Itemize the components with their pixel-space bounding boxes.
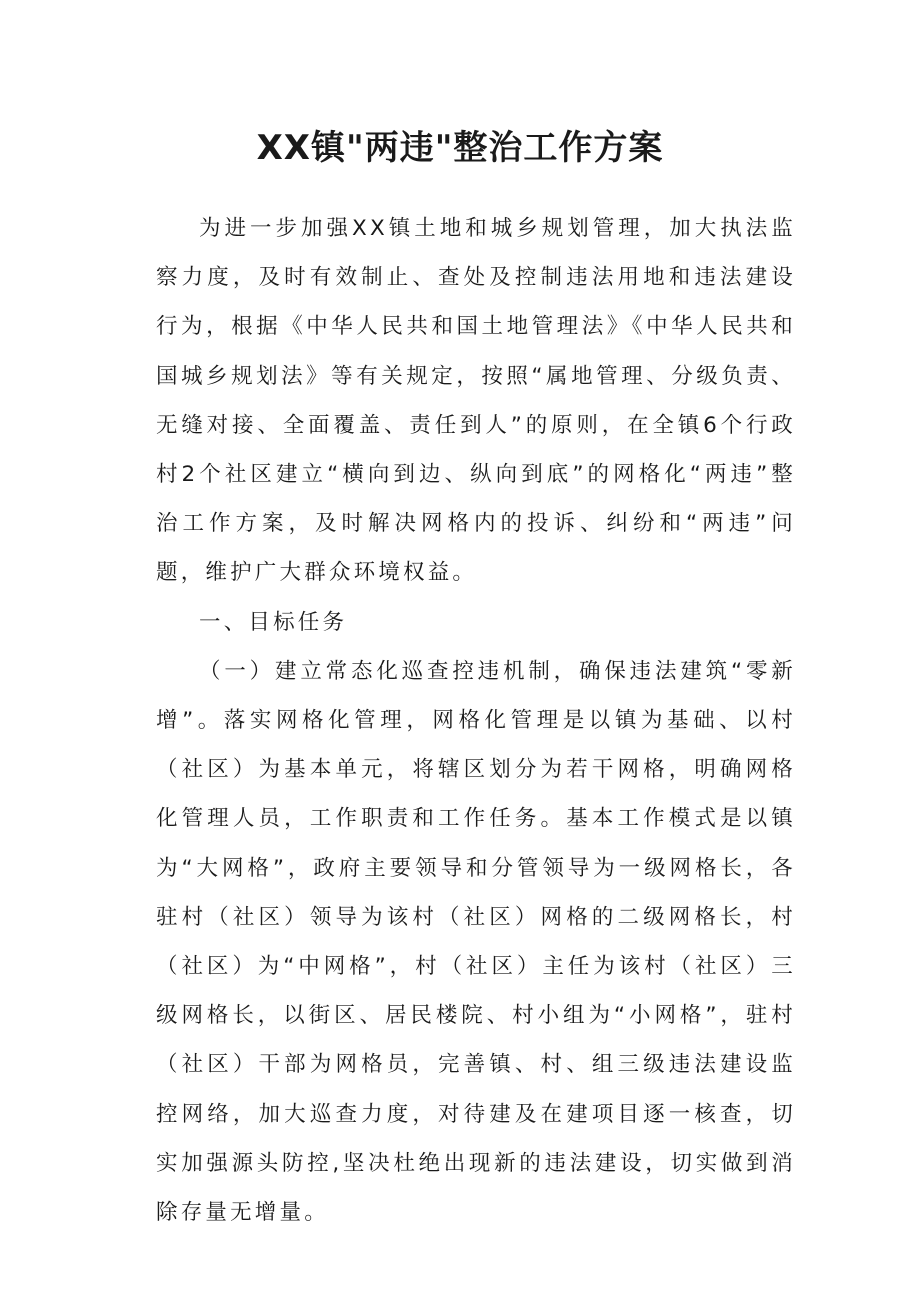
intro-paragraph: 为进一步加强XX镇土地和城乡规划管理，加大执法监察力度，及时有效制止、查处及控制违法用地和违法建设行为，根据《中华人民共和国土地管理法》《中华人民共和国城乡规划法》等有关规定，按照“属地管理、分级负责、无缝对接、全面覆盖、责任到人”的原则，在全镇6个行政村2个社区建立“横向到边、纵向到底”的网格化“两违”整治工作方案，及时解决网格内的投诉、纠纷和“两违”问题，维护广大群众环境权益。 — [156, 216, 796, 586]
document-body — [156, 204, 796, 1237]
section-heading-goals: 一、目标任务 — [199, 609, 348, 635]
document-title: XX镇"两违"整治工作方案 — [256, 128, 664, 168]
section-paragraph-1: （一）建立常态化巡查控违机制，确保违法建筑“零新增”。落实网格化管理，网格化管理是以镇为基础、以村（社区）为基本单元，将辖区划分为若干网格，明确网格化管理人员，工作职责和工作任务。基本工作模式是以镇为“大网格”，政府主要领导和分管领导为一级网格长，各驻村（社区）领导为该村（社区）网格的二级网格长，村（社区）为“中网格”，村（社区）主任为该村（社区）三级网格长，以街区、居民楼院、村小组为“小网格”，驻村（社区）干部为网格员，完善镇、村、组三级违法建设监控网络，加大巡查力度，对待建及在建项目逐一核查，切实加强源头防控,坚决杜绝出现新的违法建设，切实做到消除存量无增量。 — [156, 658, 796, 1226]
